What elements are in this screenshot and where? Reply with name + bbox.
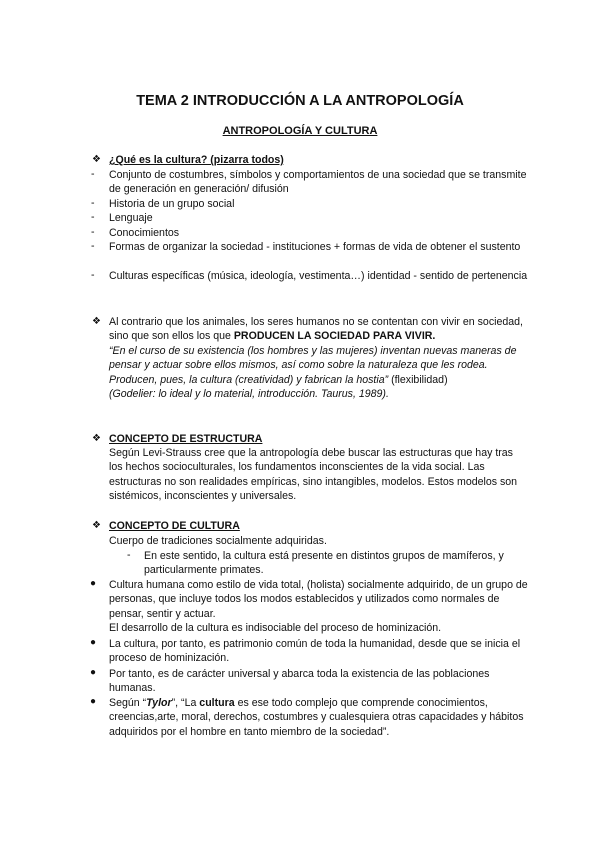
list-item: Conjunto de costumbres, símbolos y comportamientos de una sociedad que se transmite de generación en generación/ difusión [109, 169, 527, 196]
list-item: Formas de organizar la sociedad - instituciones + formas de vida de obtener el sustento [109, 241, 521, 253]
dash-bullet-icon: - [91, 240, 95, 252]
paragraph-estructura: Según Levi-Strauss cree que la antropología debe buscar las estructuras que hay tras los hechos socioculturales, los fundamentos inconscientes de la vida social. Las estructuras no son realidades empíricas, sino intangibles, modelos. Estos modelos son sistémicos, inconscientes y universales. [109, 447, 518, 503]
paragraph-sociedad [109, 315, 529, 401]
dash-bullet-icon: - [91, 197, 95, 209]
quote-tail: (flexibilidad) [388, 373, 448, 386]
dash-bullet-icon: - [91, 269, 95, 281]
page-title: TEMA 2 INTRODUCCIÓN A LA ANTROPOLOGÍA [136, 93, 464, 109]
dot-bullet-icon: ● [90, 637, 97, 648]
text-fragment: es ese todo complejo que comprende conocimientos, creencias,arte, moral, derechos, costumbres y cualesquiera otras capacidades y hábitos adquiridos por el hombre en tanto miembro de la sociedad”. [109, 697, 524, 738]
dash-bullet-icon: - [91, 211, 95, 223]
bullet-item: Cultura humana como estilo de vida total, (holista) socialmente adquirido, de un grupo de personas, que incluye todos los modos establecidos y utilizados como normales de pensar, sentir y actuar. [109, 579, 528, 620]
bullet-item-tylor [109, 696, 529, 739]
text-fragment: ”, “La [171, 697, 200, 709]
page-subtitle: ANTROPOLOGÍA Y CULTURA [222, 125, 378, 137]
sub-list-item: En este sentido, la cultura está presente en distintos grupos de mamíferos, y particularmente primates. [144, 550, 504, 577]
paragraph-intro: Cuerpo de tradiciones socialmente adquiridas. [109, 535, 327, 547]
text-fragment: Según “ [109, 697, 147, 709]
author-name: Tylor [146, 697, 172, 709]
emphasis-text: PRODUCEN LA SOCIEDAD PARA VIVIR. [233, 330, 436, 343]
diamond-bullet-icon: ❖ [92, 154, 101, 165]
list-item: Conocimientos [109, 227, 180, 239]
dash-bullet-icon: - [127, 549, 131, 561]
dash-bullet-icon: - [91, 168, 95, 180]
emphasis-text: cultura [199, 697, 235, 709]
diamond-bullet-icon: ❖ [92, 316, 101, 327]
diamond-bullet-icon: ❖ [92, 433, 101, 444]
diamond-bullet-icon: ❖ [92, 520, 101, 531]
section-heading-que-es-cultura: ¿Qué es la cultura? (pizarra todos) [109, 154, 284, 166]
dot-bullet-icon: ● [90, 578, 97, 589]
list-item: Lenguaje [109, 212, 153, 224]
dot-bullet-icon: ● [90, 667, 97, 678]
dot-bullet-icon: ● [90, 696, 97, 707]
list-item: Culturas específicas (música, ideología, vestimenta…) identidad - sentido de pertenencia [109, 270, 528, 282]
quote-text: “En el curso de su existencia (los hombres y las mujeres) inventan nuevas maneras de pensar y actuar sobre ellos mismos, así como sobre la naturaleza que les rodea. Producen, pues, la cultura (creatividad) y fabrican la hostia” [109, 344, 517, 386]
reference-text: (Godelier: lo ideal y lo material, introducción. Taurus, 1989). [109, 388, 389, 401]
bullet-item: Por tanto, es de carácter universal y abarca toda la existencia de las poblaciones humanas. [109, 668, 490, 695]
section-heading-cultura: CONCEPTO DE CULTURA [109, 520, 240, 532]
paragraph-text: Al contrario que los animales, los seres humanos no se contentan con vivir en sociedad, sino que son ellos los que [109, 316, 523, 343]
bullet-item-continuation: El desarrollo de la cultura es indisociable del proceso de hominización. [109, 622, 442, 634]
dash-bullet-icon: - [91, 226, 95, 238]
section-heading-estructura: CONCEPTO DE ESTRUCTURA [109, 433, 263, 445]
bullet-item: La cultura, por tanto, es patrimonio común de toda la humanidad, desde que se inicia el proceso de hominización. [109, 638, 521, 665]
list-item: Historia de un grupo social [109, 198, 235, 210]
